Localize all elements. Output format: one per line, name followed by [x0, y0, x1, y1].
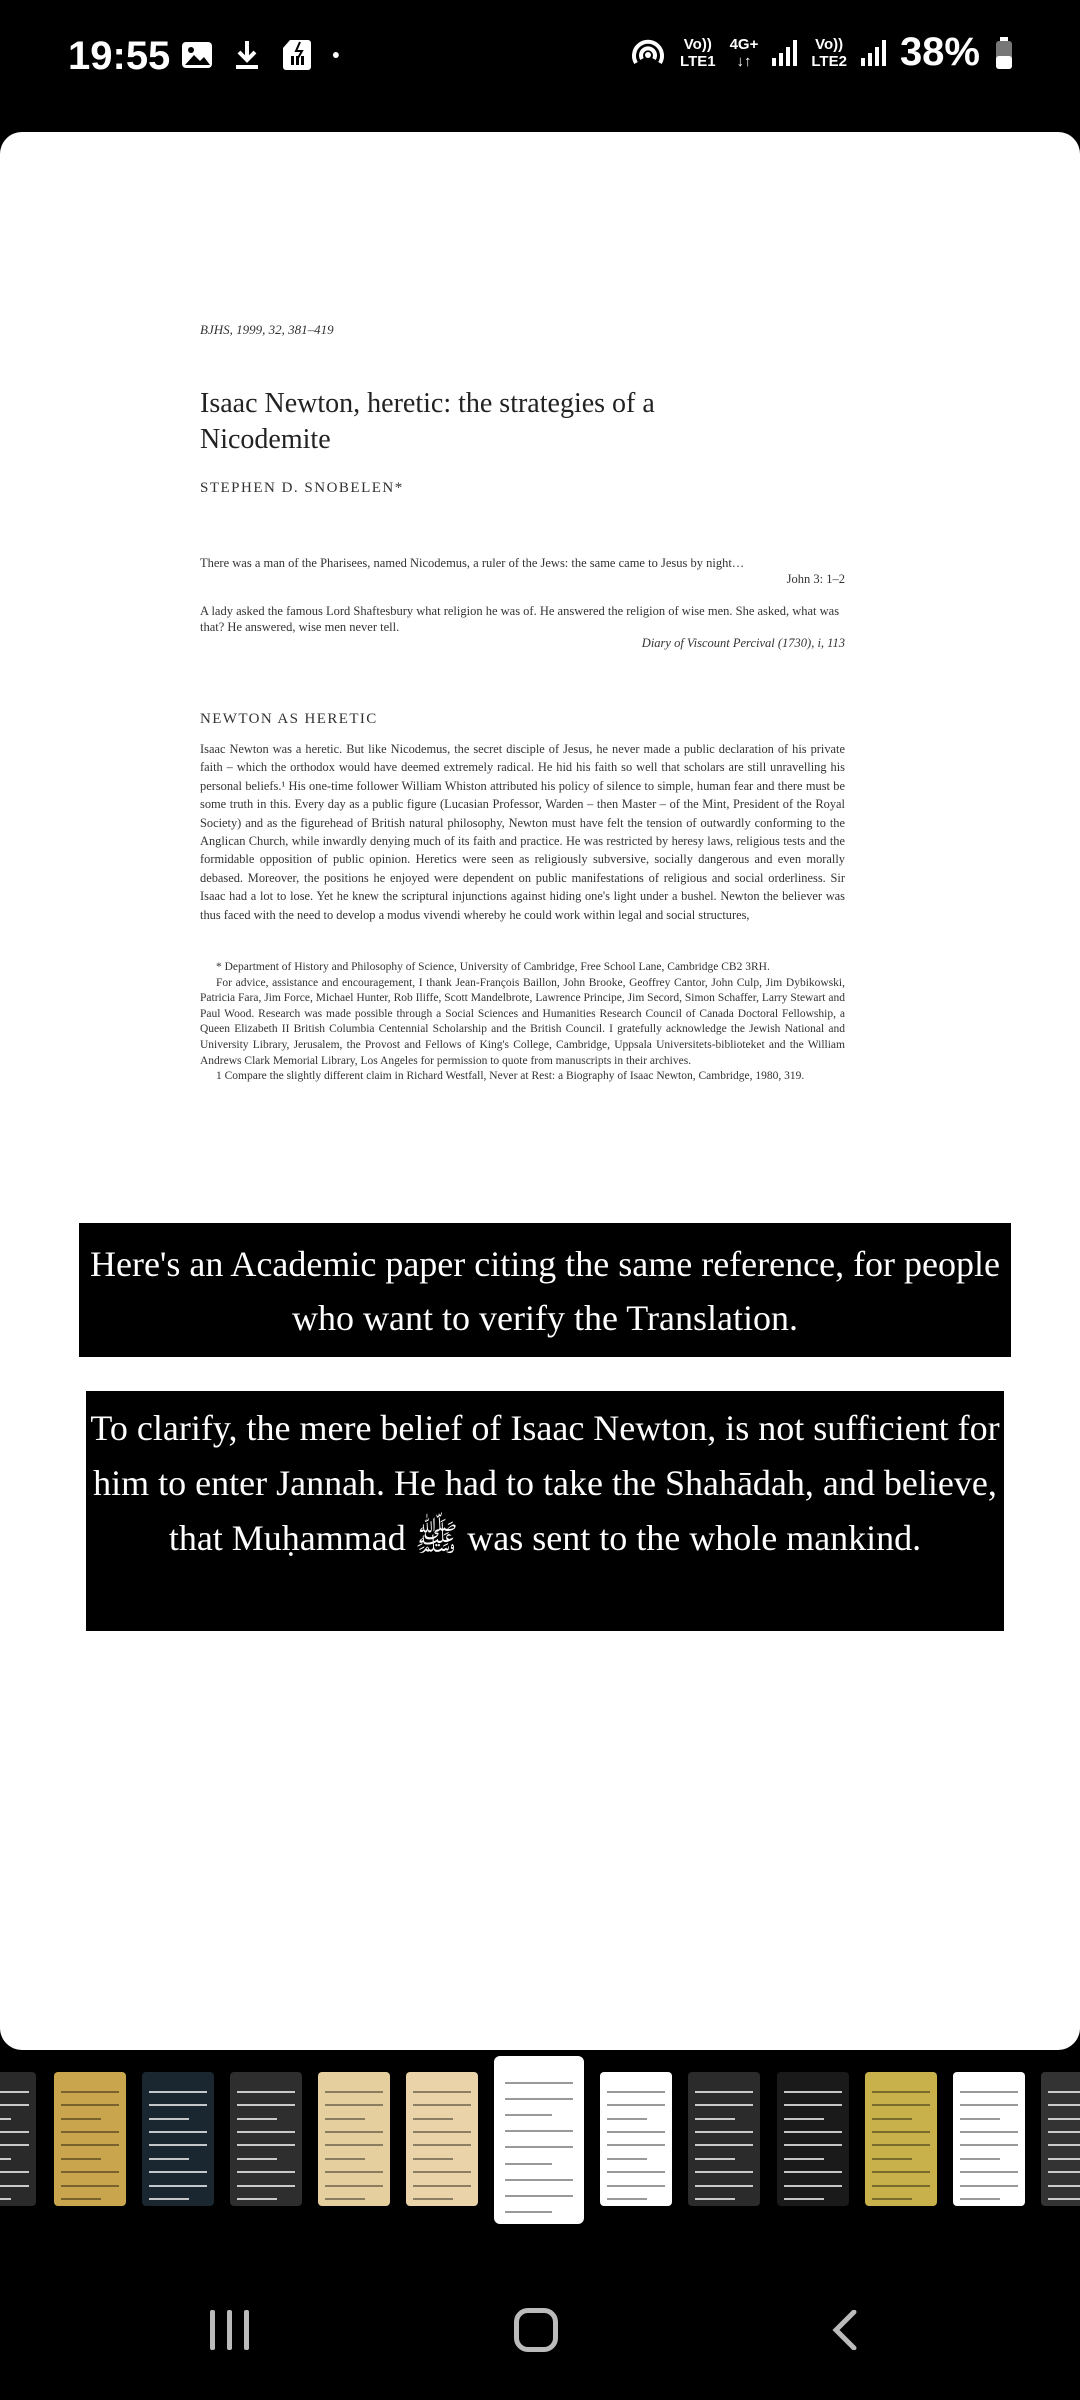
thumbnail[interactable]: [54, 2072, 126, 2206]
journal-reference: BJHS, 1999, 32, 381–419: [200, 322, 334, 337]
paper-scan: [200, 322, 845, 1085]
epigraph-2-source: Diary of Viscount Percival (1730), i, 113: [641, 636, 845, 650]
sim1-volte: Vo)): [683, 35, 712, 53]
epigraph-2: [200, 603, 845, 651]
system-indicators: [630, 30, 1014, 75]
footnotes: [200, 960, 845, 1085]
paper-author: STEPHEN D. SNOBELEN*: [200, 480, 404, 496]
epigraph-1-text: There was a man of the Pharisees, named Nicodemus, a ruler of the Jews: the same came to Jesus by night…: [200, 556, 745, 570]
download-icon: [230, 38, 264, 72]
thumbnail[interactable]: [406, 2072, 478, 2206]
status-time: 19:55: [68, 34, 171, 78]
status-bar: [0, 0, 1080, 120]
network-type: [730, 36, 759, 70]
signal-icon-2: [861, 40, 886, 66]
footnote-affiliation: * Department of History and Philosophy of Science, University of Cambridge, Free School Lane, Cambridge CB2 3RH.: [216, 961, 770, 974]
section-heading: NEWTON AS HERETIC: [200, 711, 378, 727]
thumbnail[interactable]: [230, 2072, 302, 2206]
thumbnail[interactable]: [1041, 2072, 1080, 2206]
sim2-lte: LTE2: [811, 52, 847, 70]
epigraph-1: [200, 555, 845, 587]
data-activity-icon: ↓↑: [736, 52, 752, 70]
sim2-indicator: [811, 36, 847, 70]
notification-icons: [180, 38, 350, 72]
footnote-acknowledgements: For advice, assistance and encouragement, I thank Jean-François Baillon, John Brooke, Geoffrey Cantor, John Culp, Jim Dybikowski, Patricia Fara, Jim Force, Michael Hunter, Rob Iliffe, Scott Mandelbrote, Lawrence Principe, Jim Secord, Simon Schaffer, Larry Stewart and Paul Wood. Research was made possible through a Social Sciences and Humanities Research Council of Canada Doctoral Fellowship, a Queen Elizabeth II British Columbia Centennial Scholarship and the British Council. I gratefully acknowledge the Jewish National and University Library, Jerusalem, the Provost and Fellows of King's College, Cambridge, Uppsala Universitets-biblioteket and the William Andrews Clark Memorial Library, Los Angeles for permission to quote from manuscripts in their archives.: [200, 976, 845, 1067]
caption-clarify: To clarify, the mere belief of Isaac Newton, is not sufficient for him to enter Jannah. He had to take the Shahādah, and believe, that Muḥammad ﷺ was sent to the whole mankind.: [86, 1391, 1004, 1631]
dot-icon: [330, 38, 350, 72]
thumbnail-active[interactable]: [494, 2056, 584, 2224]
image-viewer[interactable]: [0, 132, 1080, 2050]
hotspot-icon: [630, 35, 666, 71]
sd-card-icon: [280, 38, 314, 72]
body-paragraph: Isaac Newton was a heretic. But like Nicodemus, the secret disciple of Jesus, he never made a public declaration of his private faith – which the orthodox would have deemed extremely radical. He hid his faith so well that scholars are still unravelling his personal beliefs.¹ His one-time follower William Whiston attributed his policy of silence to simple, human fear and there must be some truth in this. Every day as a public figure (Lucasian Professor, Warden – then Master – of the Mint, President of the Royal Society) and as the figurehead of British natural philosophy, Newton must have felt the tension of outwardly conforming to the Anglican Church, while inwardly denying much of its faith and practice. He was restricted by heresy laws, religious tests and the formidable opposition of public opinion. Heretics were seen as religiously subversive, socially dangerous and even morally debased. Moreover, the positions he enjoyed were dependent on public manifestations of religious and social orderliness. Sir Isaac had a lot to lose. Yet he knew the scriptural injunctions against hiding one's light under a bushel. Newton the believer was thus faced with the need to develop a modus vivendi whereby he could work within legal and social structures,: [200, 742, 845, 922]
battery-percent: 38%: [899, 30, 980, 74]
battery-icon: [994, 36, 1014, 70]
thumbnail[interactable]: [688, 2072, 760, 2206]
sim2-volte: Vo)): [815, 35, 844, 53]
sim1-lte: LTE1: [680, 52, 716, 70]
footnote-reference: 1 Compare the slightly different claim in Richard Westfall, Never at Rest: a Biography of Isaac Newton, Cambridge, 1980, 319.: [216, 1070, 805, 1083]
navigation-bar: [0, 2262, 1080, 2400]
thumbnail[interactable]: [0, 2072, 36, 2206]
thumbnail[interactable]: [777, 2072, 849, 2206]
paper-title: Isaac Newton, heretic: the strategies of a Nicodemite: [200, 388, 655, 455]
caption-verify: Here's an Academic paper citing the same reference, for people who want to verify the Translation.: [79, 1223, 1011, 1357]
epigraph-2-text: A lady asked the famous Lord Shaftesbury what religion he was of. He answered the religion of wise men. She asked, what was that? He answered, wise men never tell.: [200, 604, 840, 634]
thumbnail[interactable]: [600, 2072, 672, 2206]
sim1-indicator: [680, 36, 716, 70]
thumbnail-strip[interactable]: [0, 2056, 1080, 2226]
thumbnail[interactable]: [865, 2072, 937, 2206]
thumbnail[interactable]: [318, 2072, 390, 2206]
epigraph-1-source: John 3: 1–2: [786, 572, 845, 586]
home-button[interactable]: [514, 2308, 558, 2352]
signal-icon: [772, 40, 797, 66]
gallery-icon: [180, 38, 214, 72]
thumbnail[interactable]: [142, 2072, 214, 2206]
thumbnail[interactable]: [953, 2072, 1025, 2206]
back-button[interactable]: [826, 2310, 866, 2350]
recents-button[interactable]: [210, 2310, 249, 2350]
network-type-label: 4G+: [729, 35, 759, 53]
